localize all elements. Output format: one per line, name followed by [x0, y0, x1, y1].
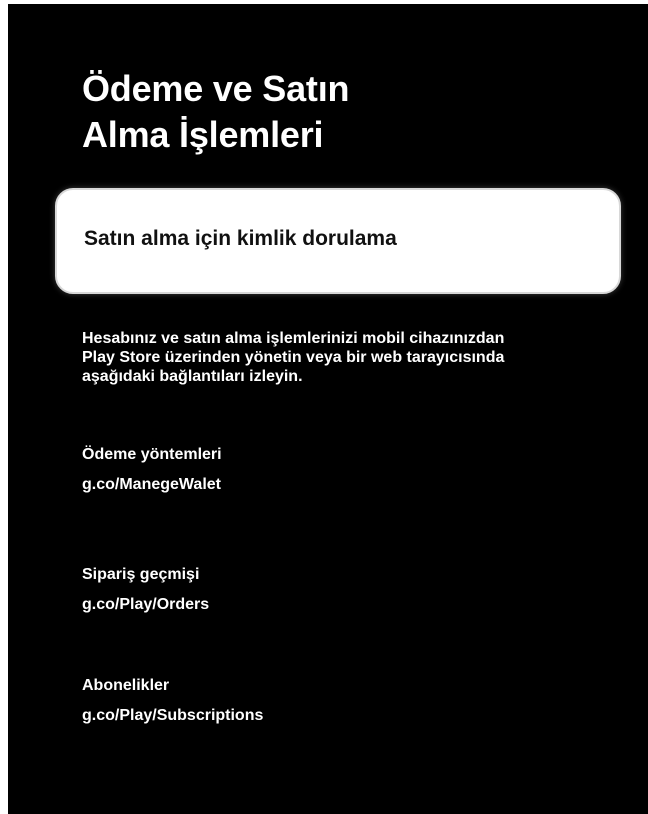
payment-methods-label: Ödeme yöntemleri [82, 446, 222, 463]
subscriptions-label: Abonelikler [82, 677, 170, 694]
purchase-authentication-label: Satın alma için kimlik dorulama [84, 227, 397, 250]
payment-methods-link-group [82, 445, 502, 495]
page-title-line-1: Ödeme ve Satın [82, 68, 350, 109]
description-line-2: Play Store üzerinden yönetin veya bir web tarayıcısında [82, 349, 505, 366]
order-history-link[interactable]: g.co/Play/Orders [82, 596, 210, 613]
description-line-3: aşağıdaki bağlantıları izleyin. [82, 368, 303, 385]
page-title [82, 66, 502, 158]
order-history-link-group [82, 565, 502, 615]
payments-settings-panel [8, 4, 648, 814]
subscriptions-link-group [82, 676, 502, 726]
description-line-1: Hesabınız ve satın alma işlemlerinizi mobil cihazınızdan [82, 330, 505, 347]
order-history-label: Sipariş geçmişi [82, 566, 200, 583]
page-title-line-2: Alma İşlemleri [82, 114, 324, 155]
payment-methods-link[interactable]: g.co/ManegeWalet [82, 476, 221, 493]
purchase-authentication-button[interactable] [55, 188, 621, 294]
subscriptions-link[interactable]: g.co/Play/Subscriptions [82, 707, 264, 724]
account-management-description [82, 329, 622, 386]
